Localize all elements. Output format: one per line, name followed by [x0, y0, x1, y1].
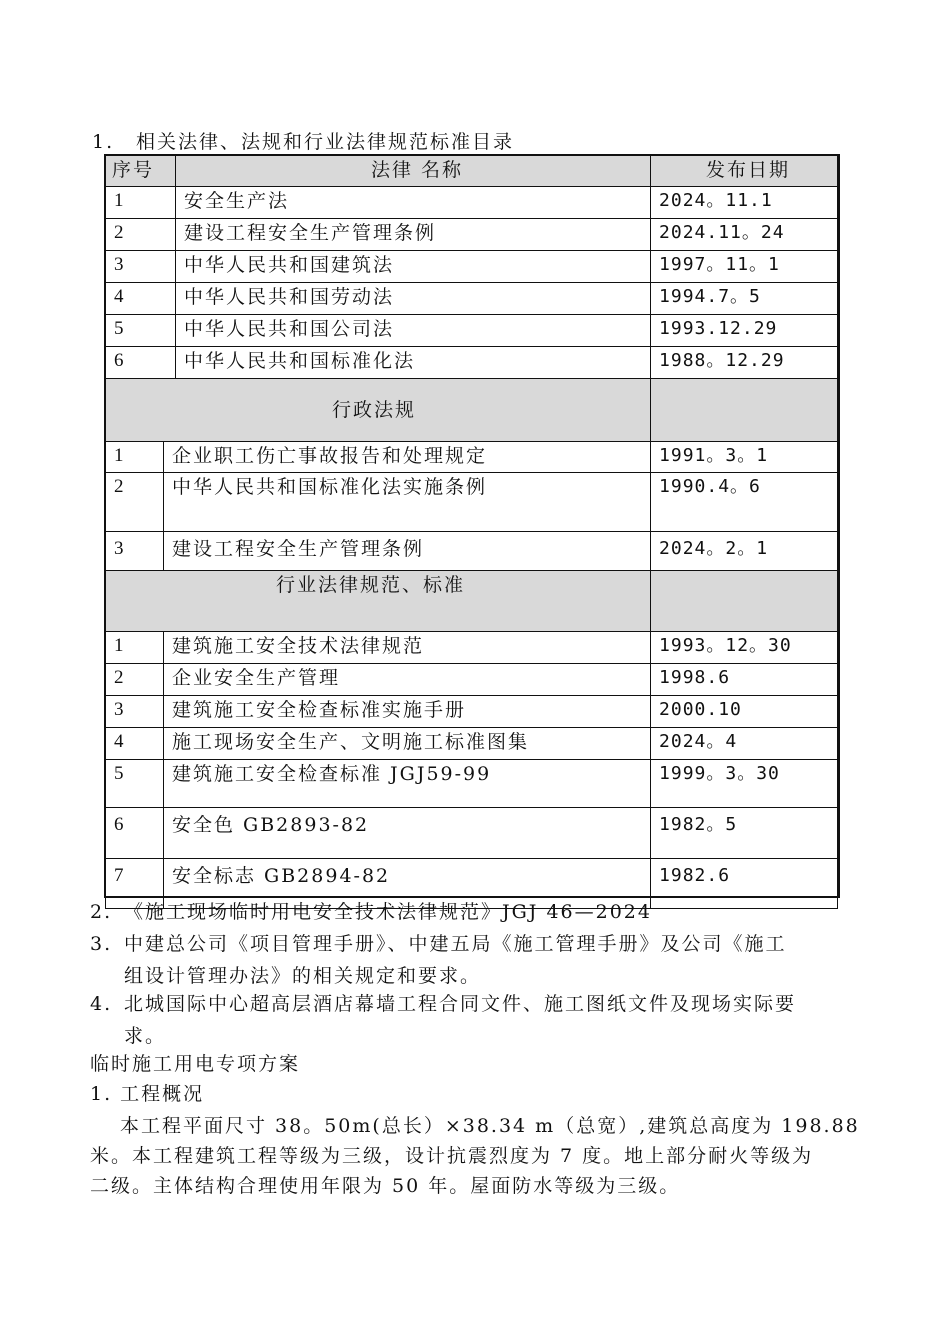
heading-text: 相关法律、法规和行业法律规范标准目录: [136, 131, 515, 153]
row-date: 1988。12.29: [651, 347, 838, 379]
section-date-blank: [651, 379, 838, 442]
table-row: [106, 532, 838, 571]
list-text: 中建总公司《项目管理手册》、中建五局《施工管理手册》及公司《施工: [124, 933, 787, 955]
table-row: [106, 473, 838, 532]
overview-line-2: 米。本工程建筑工程等级为三级，设计抗震烈度为 7 度。地上部分耐火等级为: [90, 1145, 814, 1167]
table-row: [106, 632, 838, 664]
overview-line-3: 二级。主体结构合理使用年限为 50 年。屋面防水等级为三级。: [90, 1175, 681, 1197]
row-name: 企业安全生产管理: [164, 664, 651, 696]
row-date: 2000.10: [651, 696, 838, 728]
table-row: [106, 347, 838, 379]
row-name: 建筑施工安全检查标准 JGJ59-99: [164, 760, 651, 808]
table-row: [106, 251, 838, 283]
table-row: [106, 728, 838, 760]
table-row: [106, 219, 838, 251]
row-name: 安全标志 GB2894-82: [164, 859, 651, 909]
row-name: 建筑施工安全技术法律规范: [164, 632, 651, 664]
row-name: 施工现场安全生产、文明施工标准图集: [164, 728, 651, 760]
row-date: 2024。2。1: [651, 532, 838, 571]
row-name: 建筑施工安全检查标准实施手册: [164, 696, 651, 728]
row-date: 1997。11。1: [651, 251, 838, 283]
row-date: 1994.7。5: [651, 283, 838, 315]
row-name: 安全生产法: [176, 187, 651, 219]
row-number: 6: [106, 347, 176, 379]
table-header-row: [106, 156, 838, 187]
list-text-continued: 求。: [124, 1025, 167, 1047]
list-number: 1.: [92, 131, 115, 153]
row-date: 2024。11.1: [651, 187, 838, 219]
table-row: [106, 696, 838, 728]
row-date: 2024.11。24: [651, 219, 838, 251]
list-item-3: [90, 928, 860, 992]
header-name: 法律 名称: [176, 156, 651, 187]
list-item-4: [90, 988, 860, 1052]
row-number: 4: [106, 728, 164, 760]
row-number: 1: [106, 632, 164, 664]
row-name: 中华人民共和国劳动法: [176, 283, 651, 315]
list-text-continued: 组设计管理办法》的相关规定和要求。: [124, 965, 482, 987]
section-row-admin: [106, 379, 838, 442]
row-name: 中华人民共和国标准化法: [176, 347, 651, 379]
row-date: 1993。12。30: [651, 632, 838, 664]
list-heading: [92, 127, 514, 154]
section-date-blank: [651, 571, 838, 632]
row-number: 2: [106, 664, 164, 696]
row-name: 中华人民共和国公司法: [176, 315, 651, 347]
table-row: [106, 187, 838, 219]
row-date: 1998.6: [651, 664, 838, 696]
table-row: [106, 664, 838, 696]
row-date: 2024。4: [651, 728, 838, 760]
row-number: 6: [106, 808, 164, 859]
list-number: 3.: [90, 933, 113, 955]
overview-line-1: 本工程平面尺寸 38。50m(总长）×38.34 m（总宽）,建筑总高度为 198.88: [120, 1115, 860, 1137]
row-name: 中华人民共和国建筑法: [176, 251, 651, 283]
row-name: 建设工程安全生产管理条例: [176, 219, 651, 251]
table-row: [106, 760, 838, 808]
row-date: 1999。3。30: [651, 760, 838, 808]
table-row: [106, 442, 838, 473]
row-number: 4: [106, 283, 176, 315]
row-date: 1982。5: [651, 808, 838, 859]
row-number: 1: [106, 442, 164, 473]
row-name: 建设工程安全生产管理条例: [164, 532, 651, 571]
section-row-industry: [106, 571, 838, 632]
row-number: 5: [106, 315, 176, 347]
list-text: 北城国际中心超高层酒店幕墙工程合同文件、施工图纸文件及现场实际要: [124, 993, 797, 1015]
table-row: [106, 283, 838, 315]
overview-heading: 1. 工程概况: [90, 1083, 205, 1105]
row-number: 2: [106, 473, 164, 532]
row-name: 中华人民共和国标准化法实施条例: [164, 473, 651, 532]
section-title: 行业法律规范、标准: [106, 571, 651, 632]
header-serial: 序号: [106, 156, 176, 187]
row-name: 企业职工伤亡事故报告和处理规定: [164, 442, 651, 473]
table-row: [106, 315, 838, 347]
row-number: 3: [106, 696, 164, 728]
header-date: 发布日期: [651, 156, 838, 187]
row-date: 1982.6: [651, 859, 838, 909]
list-number: 4.: [90, 993, 113, 1015]
laws-table: [105, 155, 838, 909]
row-date: 1993.12.29: [651, 315, 838, 347]
row-number: 3: [106, 251, 176, 283]
row-date: 1990.4。6: [651, 473, 838, 532]
section-title: 临时施工用电专项方案: [90, 1053, 301, 1075]
row-number: 3: [106, 532, 164, 571]
row-name: 安全色 GB2893-82: [164, 808, 651, 859]
row-number: 2: [106, 219, 176, 251]
row-date: 1991。3。1: [651, 442, 838, 473]
table-row: [106, 808, 838, 859]
list-number: 2.: [90, 901, 113, 923]
list-text: 《施工现场临时用电安全技术法律规范》JGJ 46—2024: [124, 901, 652, 923]
list-item-2: [90, 896, 860, 928]
row-number: 1: [106, 187, 176, 219]
row-number: 5: [106, 760, 164, 808]
row-number: 7: [106, 859, 164, 909]
section-title: 行政法规: [106, 379, 651, 442]
